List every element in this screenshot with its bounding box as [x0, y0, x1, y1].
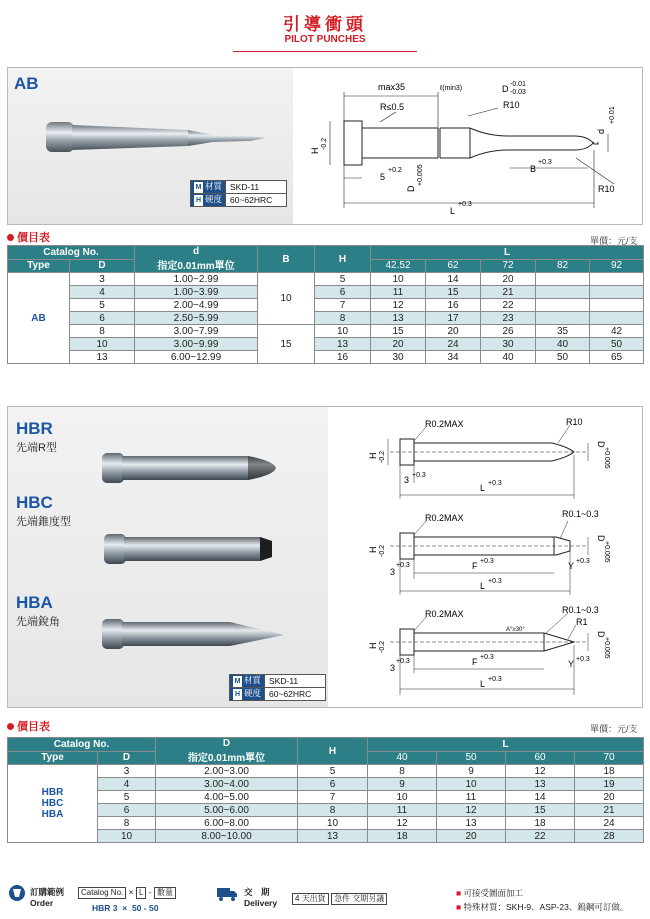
d3-D: D	[596, 631, 606, 638]
price1-unit: 單價：元/支	[590, 236, 638, 246]
ab-dim-d-tol: +0.01	[609, 106, 616, 124]
table-row: 6 5.00~6.00 8 11 12 15 21	[8, 804, 644, 817]
ab-dim-D-tol: +0.005	[417, 164, 424, 186]
bullet-dot-icon	[7, 234, 14, 241]
table-row: 6 2.50~5.99 8 13 17 23	[8, 312, 644, 325]
p1-h-L0: 42.52	[371, 259, 426, 273]
p2-h-D2: D	[98, 751, 156, 765]
p1-b-group-2: 15	[258, 325, 315, 364]
table-row: 13 6.00~12.99 16 30 34 40 50 65	[8, 351, 644, 364]
hbc-subtitle: 先端錐度型	[16, 516, 71, 528]
d3-angle: A°≥30°	[506, 627, 525, 633]
d2-L: L	[480, 581, 486, 591]
bullet-dot-icon	[7, 723, 14, 730]
d3-r01: R0.1~0.3	[562, 605, 599, 615]
price1-table	[7, 245, 644, 364]
d1-r02: R0.2MAX	[425, 419, 464, 429]
hb-drawings	[330, 407, 642, 707]
delivery-terms: 4 天出貨 急件 交期另議	[292, 893, 387, 905]
d3-L: L	[480, 679, 486, 689]
d2-Y-tol: +0.3	[576, 558, 590, 565]
note-1: ■ 可接受圖面加工	[456, 888, 524, 898]
page-subtitle: PILOT PUNCHES	[284, 34, 366, 45]
d3-r02: R0.2MAX	[425, 609, 464, 619]
ab-pin-image	[38, 114, 278, 164]
d1-three-tol: +0.3	[412, 472, 426, 479]
table-row: HBR HBC HBA 3 2.00~3.00 5 8 9 12 18	[8, 765, 644, 778]
table-row: 10 3.00~9.99 13 20 24 30 40 50	[8, 338, 644, 351]
hb-panel	[7, 406, 643, 708]
ab-dim-D-tol-up: -0.01	[510, 81, 526, 88]
table-row: AB 3 1.00~2.99 10 5 10 14 20	[8, 273, 644, 286]
d3-D-tol: +0.005	[603, 637, 610, 659]
p2-h-L2: 60	[506, 751, 575, 765]
d1-r10: R10	[566, 417, 583, 427]
d3-three: 3	[390, 663, 396, 673]
table-row: 4 3.00~4.00 6 9 10 13 19	[8, 778, 644, 791]
p2-h-type: Type	[8, 751, 98, 765]
p1-h-L4: 92	[590, 259, 644, 273]
d1-H-tol: -0.2	[379, 450, 386, 463]
d2-Y: Y	[568, 561, 575, 571]
d3-H: H	[368, 642, 378, 649]
hbr-subtitle: 先端R型	[16, 442, 57, 454]
d2-H: H	[368, 546, 378, 553]
d1-D-tol: +0.005	[603, 447, 610, 469]
d3-Y: Y	[568, 659, 575, 669]
p1-type-ab: AB	[8, 273, 70, 364]
d1-H: H	[368, 452, 378, 459]
p1-h-D: D	[70, 259, 135, 273]
ab-title: AB	[14, 74, 39, 93]
p2-h-L1: 50	[437, 751, 506, 765]
page-title: 引導衝頭	[283, 15, 367, 34]
d2-L-tol: +0.3	[488, 578, 502, 585]
hba-pin-image	[98, 612, 298, 656]
d2-three-tol: +0.3	[396, 562, 410, 569]
delivery-label: 交 期 Delivery	[244, 887, 278, 908]
order-format: Catalog No. × L - 數量	[78, 887, 176, 899]
price2-heading: 價目表	[7, 718, 50, 734]
d3-Y-tol: +0.3	[576, 656, 590, 663]
table-row: 8 3.00~7.99 15 10 15 20 26 35 42	[8, 325, 644, 338]
p2-h-L0: 40	[368, 751, 437, 765]
order-example: HBR 3 × 50 - 50	[92, 903, 159, 913]
d2-H-tol: -0.2	[379, 544, 386, 557]
ab-dim-5-tol: +0.2	[388, 167, 402, 174]
table-row: 5 4.00~5.00 7 10 11 14 20	[8, 791, 644, 804]
title-rule	[233, 51, 417, 52]
ab-dim-max: max35	[378, 82, 406, 92]
ab-drawing	[298, 68, 644, 224]
p1-h-L: L	[371, 246, 644, 260]
hbr-pin-image	[98, 447, 288, 487]
d2-r01: R0.1~0.3	[562, 509, 599, 519]
ab-dim-L-tol: +0.3	[458, 201, 472, 208]
d3-three-tol: +0.3	[396, 658, 410, 665]
ab-r10-bottom: R10	[598, 184, 615, 194]
d1-L: L	[480, 483, 486, 493]
p1-h-L1: 62	[426, 259, 481, 273]
d1-L-tol: +0.3	[488, 480, 502, 487]
p1-h-type: Type	[8, 259, 70, 273]
ab-dim-D-tol-dn: -0.03	[510, 89, 526, 96]
ab-dim-B-tol: +0.3	[538, 159, 552, 166]
p2-h-L: L	[368, 738, 644, 752]
hb-material-table: M 材質 SKD-11 H 硬度 60~62HRC	[229, 674, 326, 701]
p1-h-B: B	[258, 246, 315, 273]
d2-r02: R0.2MAX	[425, 513, 464, 523]
truck-icon	[216, 886, 238, 902]
ab-dim-5: 5	[380, 172, 386, 182]
d1-three: 3	[404, 475, 410, 485]
note-2: ■ 特殊材質：SKH-9、ASP-23、鎢鋼可訂做。	[456, 902, 629, 912]
ab-dim-B: B	[530, 164, 537, 174]
ab-dim-L: L	[450, 206, 456, 216]
price2-table	[7, 737, 644, 843]
table-row: 10 8.00~10.00 13 18 20 22 28	[8, 830, 644, 843]
order-label: 訂購範例 Order	[30, 887, 65, 908]
p1-b-group-1: 10	[258, 273, 315, 325]
ab-dim-H: H	[310, 147, 320, 154]
d2-F-tol: +0.3	[480, 558, 494, 565]
hba-title: HBA	[16, 593, 53, 612]
p2-type-labels: HBR HBC HBA	[8, 765, 98, 843]
hba-subtitle: 先端銳角	[16, 616, 60, 628]
d2-three: 3	[390, 567, 396, 577]
ab-material-table: M 材質 SKD-11 H 硬度 60~62HRC	[190, 180, 287, 207]
d3-r1: R1	[576, 617, 588, 627]
ab-dim-min: ℓ(min3)	[440, 85, 463, 92]
p1-h-d: d 指定0.01mm單位	[135, 246, 258, 273]
p1-h-catalog: Catalog No.	[8, 246, 135, 260]
p1-h-H: H	[315, 246, 371, 273]
p2-h-H: H	[298, 738, 368, 765]
d3-F: F	[472, 657, 478, 667]
p2-h-catalog: Catalog No.	[8, 738, 156, 752]
ab-dim-D: D	[406, 185, 416, 192]
price2-unit: 單價：元/支	[590, 724, 638, 734]
hbc-title: HBC	[16, 493, 53, 512]
table-row: 8 6.00~8.00 10 12 13 18 24	[8, 817, 644, 830]
ab-r10-top: R10	[503, 100, 520, 110]
price1-heading: 價目表	[7, 229, 50, 245]
d3-L-tol: +0.3	[488, 676, 502, 683]
ab-dim-d: d	[596, 128, 606, 134]
p2-h-L3: 70	[575, 751, 644, 765]
p2-h-D: D 指定0.01mm單位	[156, 738, 298, 765]
ab-panel	[7, 67, 643, 225]
table-row: 5 2.00~4.99 7 12 16 22	[8, 299, 644, 312]
p1-h-L3: 82	[536, 259, 590, 273]
hbr-title: HBR	[16, 419, 53, 438]
ab-r-le: R≤0.5	[380, 102, 404, 112]
ab-dim-H-tol: -0.2	[321, 137, 328, 150]
d2-F: F	[472, 561, 478, 571]
d3-H-tol: -0.2	[379, 640, 386, 653]
hbc-pin-image	[100, 529, 290, 569]
p1-h-L2: 72	[481, 259, 536, 273]
table-row: 4 1.00~3.99 6 11 15 21	[8, 286, 644, 299]
order-icon	[8, 884, 26, 902]
d1-D: D	[596, 441, 606, 448]
d2-D-tol: +0.005	[603, 541, 610, 563]
ab-dim-D-label: D	[502, 84, 509, 94]
d3-F-tol: +0.3	[480, 654, 494, 661]
d2-D: D	[596, 535, 606, 542]
